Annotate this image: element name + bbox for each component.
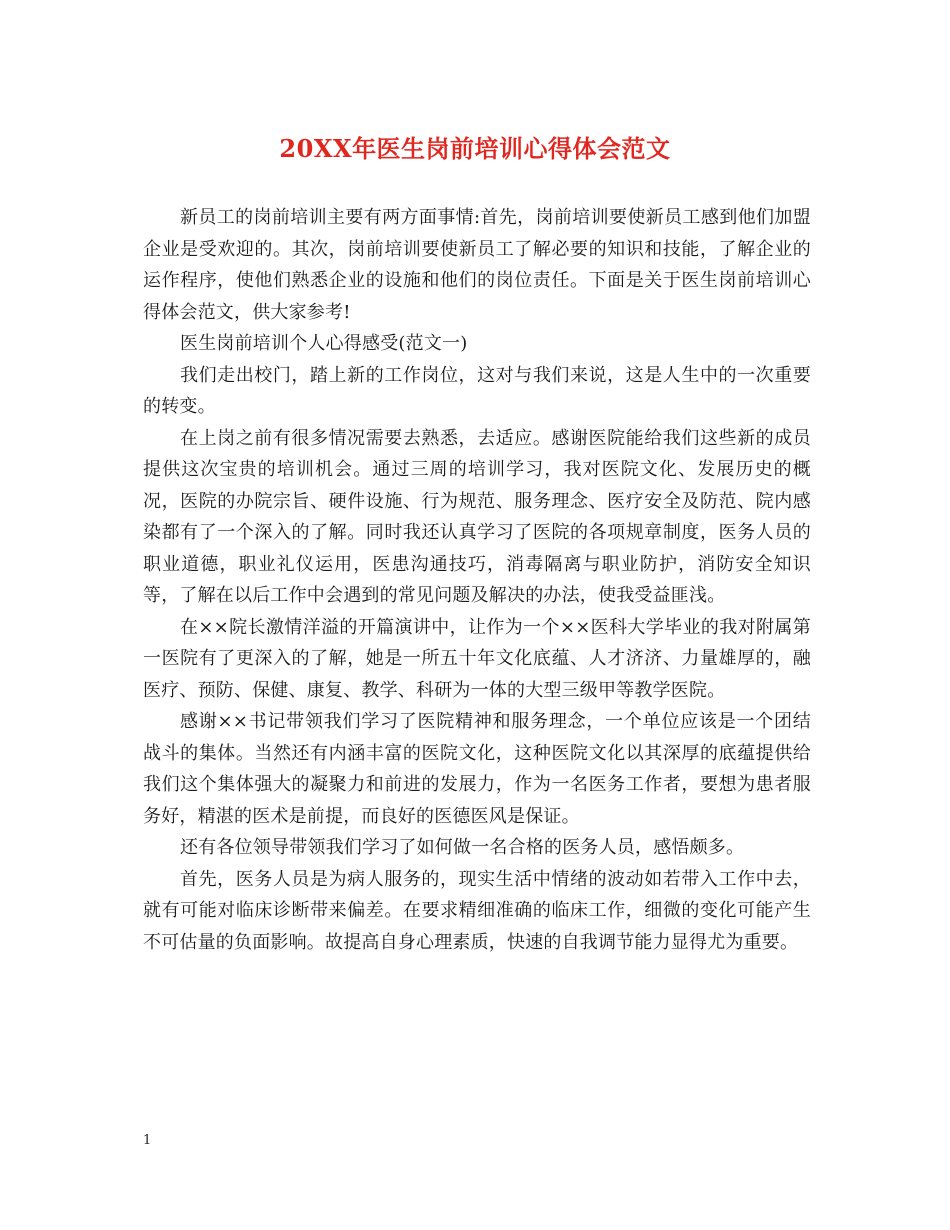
page-number: 1 [143, 1133, 152, 1148]
paragraph-1: 我们走出校门，踏上新的工作岗位，这对与我们来说，这是人生中的一次重要的转变。 [143, 364, 811, 417]
paragraph-subheading: 医生岗前培训个人心得感受(范文一) [180, 333, 468, 354]
document-body [143, 202, 811, 958]
paragraph-5: 还有各位领导带领我们学习了如何做一名合格的医务人员，感悟颇多。 [180, 837, 745, 858]
paragraph-6: 首先，医务人员是为病人服务的，现实生活中情绪的波动如若带入工作中去，就有可能对临床诊断带来偏差。在要求精细准确的临床工作，细微的变化可能产生不可估量的负面影响。故提高自身心理素质，快速的自我调节能力显得尤为重要。 [143, 868, 811, 953]
document-title: 20XX年医生岗前培训心得体会范文 [279, 134, 671, 163]
paragraph-2: 在上岗之前有很多情况需要去熟悉，去适应。感谢医院能给我们这些新的成员提供这次宝贵的培训机会。通过三周的培训学习，我对医院文化、发展历史的概况，医院的办院宗旨、硬件设施、行为规范、服务理念、医疗安全及防范、院内感染都有了一个深入的了解。同时我还认真学习了医院的各项规章制度，医务人员的职业道德，职业礼仪运用，医患沟通技巧，消毒隔离与职业防护，消防安全知识等，了解在以后工作中会遇到的常见问题及解决的办法，使我受益匪浅。 [143, 427, 811, 606]
paragraph-4: 感谢××书记带领我们学习了医院精神和服务理念，一个单位应该是一个团结战斗的集体。当然还有内涵丰富的医院文化，这种医院文化以其深厚的底蕴提供给我们这个集体强大的凝聚力和前进的发展力，作为一名医务工作者，要想为患者服务好，精湛的医术是前提，而良好的医德医风是保证。 [143, 711, 811, 827]
paragraph-intro: 新员工的岗前培训主要有两方面事情:首先，岗前培训要使新员工感到他们加盟企业是受欢迎的。其次，岗前培训要使新员工了解必要的知识和技能，了解企业的运作程序，使他们熟悉企业的设施和他们的岗位责任。下面是关于医生岗前培训心得体会范文，供大家参考! [143, 207, 811, 323]
paragraph-3: 在××院长激情洋溢的开篇演讲中，让作为一个××医科大学毕业的我对附属第一医院有了更深入的了解，她是一所五十年文化底蕴、人才济济、力量雄厚的，融医疗、预防、保健、康复、教学、科研为一体的大型三级甲等教学医院。 [143, 616, 811, 701]
